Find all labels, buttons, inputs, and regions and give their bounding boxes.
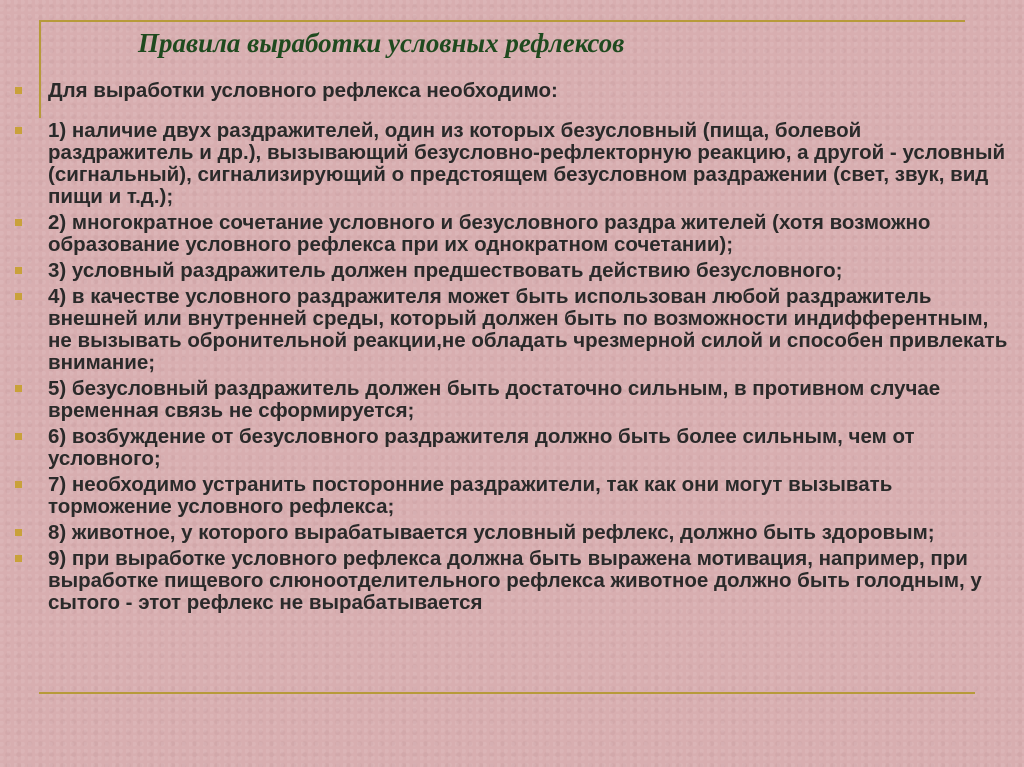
bullet-icon (15, 293, 22, 300)
list-item (12, 120, 1012, 208)
item-text: 5) безусловный раздражитель должен быть достаточно сильным, в противном случае временная связь не сформируется; (48, 377, 941, 422)
list-item (12, 474, 1012, 518)
list-item (12, 378, 1012, 422)
item-text: 1) наличие двух раздражителей, один из которых безусловный (пища, болевой раздражитель и др.), вызывающий безусловно-рефлекторную реакцию, а другой - условный (сигнальный), сигнализирующий о предстоящем безусловном раздражении (свет, звук, вид пищи и т.д.); (48, 119, 1006, 208)
list-item (12, 522, 1012, 544)
bullet-icon (15, 433, 22, 440)
bullet-icon (15, 555, 22, 562)
item-text: 4) в качестве условного раздражителя может быть использован любой раздражитель внешней или внутренней среды, который должен быть по возможности индифферентным, не вызывать обронительной реакции,не обладать чрезмерной силой и способен привлекать внимание; (48, 285, 1008, 374)
bottom-rule (39, 692, 975, 694)
item-text: Для выработки условного рефлекса необходимо: (48, 79, 558, 102)
top-rule (39, 20, 965, 22)
bullet-icon (15, 385, 22, 392)
list-item (12, 212, 1012, 256)
bullet-icon (15, 127, 22, 134)
list-item (12, 260, 1012, 282)
list-item (12, 548, 1012, 614)
slide-title: Правила выработки условных рефлексов (138, 28, 625, 58)
item-text: 3) условный раздражитель должен предшествовать действию безусловного; (48, 259, 843, 282)
rules-list (12, 80, 1012, 618)
item-text: 8) животное, у которого вырабатывается условный рефлекс, должно быть здоровым; (48, 521, 935, 544)
item-text: 2) многократное сочетание условного и безусловного раздра жителей (хотя возможно образование условного рефлекса при их однократном сочетании); (48, 211, 931, 256)
list-item (12, 286, 1012, 374)
bullet-icon (15, 219, 22, 226)
bullet-icon (15, 529, 22, 536)
item-text: 7) необходимо устранить посторонние раздражители, так как они могут вызывать торможение условного рефлекса; (48, 473, 893, 518)
item-text: 6) возбуждение от безусловного раздражителя должно быть более сильным, чем от условного; (48, 425, 915, 470)
item-text: 9) при выработке условного рефлекса должна быть выражена мотивация, например, при выработке пищевого слюноотделительного рефлекса животное должно быть голодным, у сытого - этот рефлекс не вырабатывается (48, 547, 982, 614)
list-item (12, 80, 1012, 102)
bullet-icon (15, 481, 22, 488)
bullet-icon (15, 87, 22, 94)
bullet-icon (15, 267, 22, 274)
list-item (12, 426, 1012, 470)
